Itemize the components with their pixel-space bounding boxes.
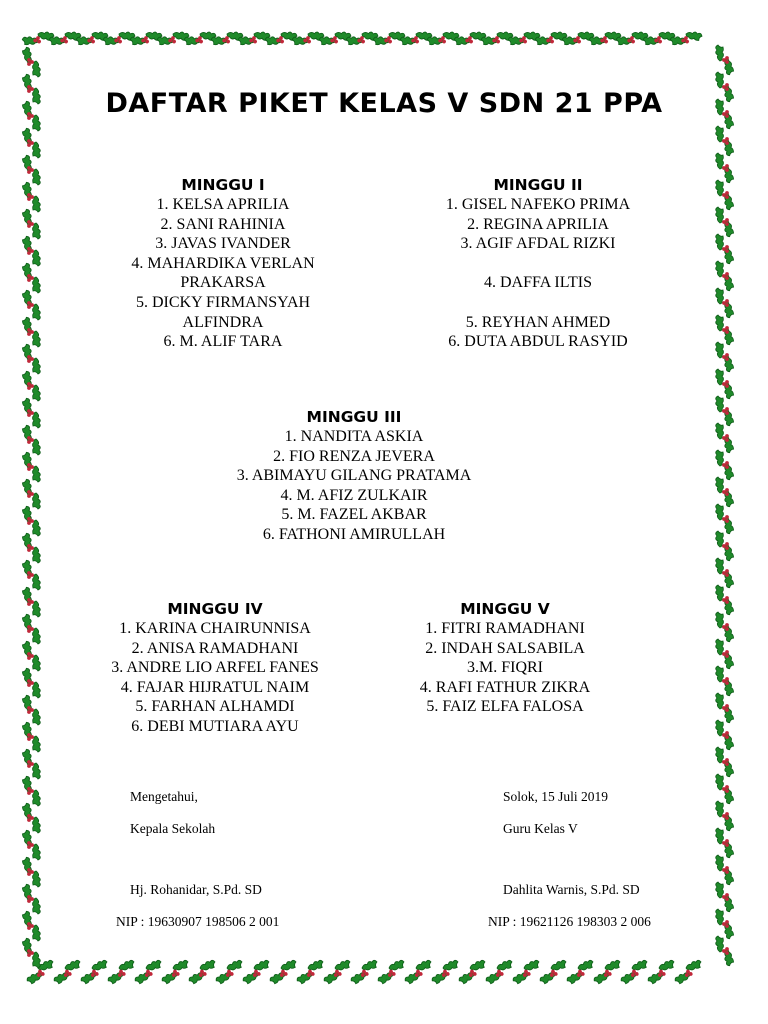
holly-sprig (21, 856, 40, 887)
signature-left-nip: NIP : 19630907 198506 2 001 (116, 914, 280, 929)
holly-sprig (77, 960, 111, 986)
holly-sprig (590, 960, 624, 986)
holly-sprig (21, 559, 40, 590)
holly-sprig (716, 369, 735, 400)
holly-sprig (347, 960, 381, 986)
holly-sprig (428, 960, 462, 986)
holly-sprig (21, 802, 40, 833)
list-item: 5. DICKY FIRMANSYAH ALFINDRA (135, 293, 311, 331)
signature-right-place-date: Solok, 15 Juli 2019 (503, 789, 609, 804)
week-1-column (98, 175, 348, 352)
holly-sprig (536, 960, 570, 986)
holly-sprig (716, 180, 735, 211)
list-item: 2. ANISA RAMADHANI (131, 639, 299, 657)
holly-sprig (716, 531, 735, 562)
holly-sprig (716, 450, 735, 481)
list-item: 2. SANI RAHINIA (160, 215, 286, 233)
list-item: 5. FARHAN ALHAMDI (135, 698, 295, 716)
signature-left-role: Kepala Sekolah (130, 821, 216, 836)
week-1-heading: MINGGU I (181, 176, 265, 194)
holly-sprig (320, 960, 354, 986)
holly-sprig (617, 960, 651, 986)
holly-sprig (716, 855, 735, 886)
holly-sprig (716, 828, 735, 859)
holly-sprig (716, 693, 735, 724)
holly-sprig (716, 153, 735, 184)
holly-sprig (668, 26, 702, 52)
holly-sprig (21, 721, 40, 752)
week-4-column (80, 599, 350, 737)
holly-sprig (21, 127, 40, 158)
list-item: 6. FATHONI AMIRULLAH (262, 525, 446, 543)
holly-sprig (716, 477, 735, 508)
page-title: DAFTAR PIKET KELAS V SDN 21 PPA (105, 88, 663, 119)
holly-sprig (509, 960, 543, 986)
week-4-heading: MINGGU IV (167, 600, 263, 618)
holly-sprig (21, 235, 40, 266)
holly-sprig (374, 960, 408, 986)
holly-sprig (716, 666, 735, 697)
holly-sprig (716, 315, 735, 346)
week-2-heading: MINGGU II (493, 176, 583, 194)
holly-sprig (716, 396, 735, 427)
holly-sprig (21, 505, 40, 536)
holly-sprig (401, 960, 435, 986)
holly-sprig (716, 261, 735, 292)
holly-sprig (716, 612, 735, 643)
signature-left-name: Hj. Rohanidar, S.Pd. SD (130, 882, 262, 897)
holly-sprig (21, 937, 40, 968)
holly-sprig (716, 207, 735, 238)
holly-sprig (131, 960, 165, 986)
list-item: 4. FAJAR HIJRATUL NAIM (120, 678, 310, 696)
holly-sprig (21, 478, 40, 509)
list-item: 4. M. AFIZ ZULKAIR (280, 486, 428, 504)
holly-sprig (21, 883, 40, 914)
holly-sprig (716, 126, 735, 157)
holly-sprig (716, 747, 735, 778)
holly-sprig (185, 960, 219, 986)
list-item: 1. FITRI RAMADHANI (425, 620, 585, 637)
holly-sprig (21, 451, 40, 482)
list-item: 1. GISEL NAFEKO PRIMA (445, 196, 631, 213)
holly-sprig (482, 960, 516, 986)
holly-sprig (158, 960, 192, 986)
holly-sprig (716, 234, 735, 265)
holly-sprig (21, 208, 40, 239)
holly-sprig (21, 424, 40, 455)
list-item: 1. KELSA APRILIA (156, 196, 290, 213)
holly-sprig (21, 316, 40, 347)
holly-sprig (671, 960, 705, 986)
list-item: 4. RAFI FATHUR ZIKRA (419, 678, 591, 696)
holly-sprig (21, 370, 40, 401)
holly-sprig (21, 586, 40, 617)
holly-sprig (716, 639, 735, 670)
holly-sprig (716, 423, 735, 454)
holly-sprig (716, 558, 735, 589)
holly-sprig (716, 882, 735, 913)
holly-sprig (21, 910, 40, 941)
holly-sprig (21, 748, 40, 779)
holly-sprig (563, 960, 597, 986)
list-item: 6. DUTA ABDUL RASYID (448, 333, 628, 351)
holly-sprig (21, 667, 40, 698)
list-item: 6. M. ALIF TARA (163, 333, 283, 351)
holly-sprig (50, 960, 84, 986)
signature-right-name: Dahlita Warnis, S.Pd. SD (503, 882, 640, 897)
signature-right-role: Guru Kelas V (503, 821, 578, 836)
list-item: 3. ABIMAYU GILANG PRATAMA (236, 467, 472, 485)
holly-sprig (212, 960, 246, 986)
list-item: 3. AGIF AFDAL RIZKI (460, 235, 616, 253)
holly-sprig (21, 343, 40, 374)
holly-sprig (644, 960, 678, 986)
week-3-heading: MINGGU III (306, 408, 402, 426)
list-item: 1. NANDITA ASKIA (284, 428, 424, 445)
holly-sprig (716, 909, 735, 940)
holly-sprig (21, 775, 40, 806)
week-5-heading: MINGGU V (460, 600, 550, 618)
holly-sprig (21, 397, 40, 428)
week-3-column (204, 407, 504, 545)
signature-right-nip: NIP : 19621126 198303 2 006 (488, 914, 651, 929)
holly-sprig (716, 720, 735, 751)
holly-sprig (455, 960, 489, 986)
holly-sprig (21, 289, 40, 320)
list-item: 3. JAVAS IVANDER (155, 235, 291, 253)
holly-sprig (21, 154, 40, 185)
holly-sprig (716, 774, 735, 805)
holly-sprig (293, 960, 327, 986)
holly-sprig (104, 960, 138, 986)
holly-sprig (716, 342, 735, 373)
list-item: 5. M. FAZEL AKBAR (281, 506, 427, 524)
holly-sprig (21, 694, 40, 725)
holly-sprig (21, 640, 40, 671)
holly-sprig (716, 504, 735, 535)
list-item: 2. FIO RENZA JEVERA (273, 447, 435, 465)
list-item: 6. DEBI MUTIARA AYU (131, 717, 299, 735)
holly-sprig (716, 801, 735, 832)
list-item: 2. INDAH SALSABILA (425, 639, 585, 657)
list-item: 1. KARINA CHAIRUNNISA (119, 620, 311, 637)
holly-sprig (21, 46, 40, 77)
list-item: 4. DAFFA ILTIS (483, 274, 593, 292)
list-item: 3.M. FIQRI (466, 659, 543, 677)
holly-sprig (21, 181, 40, 212)
holly-sprig (239, 960, 273, 986)
signature-left-acknowledged: Mengetahui, (130, 789, 198, 804)
holly-sprig (266, 960, 300, 986)
list-item: 5. FAIZ ELFA FALOSA (426, 698, 584, 716)
holly-sprig (21, 613, 40, 644)
holly-sprig (716, 288, 735, 319)
week-2-column (408, 175, 668, 352)
holly-sprig (716, 45, 735, 76)
holly-sprig (21, 829, 40, 860)
holly-sprig (716, 936, 735, 967)
list-item: 4. MAHARDIKA VERLAN PRAKARSA (131, 254, 315, 292)
week-5-column (385, 599, 625, 717)
list-item: 2. REGINA APRILIA (467, 215, 609, 233)
list-item: 5. REYHAN AHMED (465, 313, 611, 331)
holly-sprig (21, 262, 40, 293)
list-item: 3. ANDRE LIO ARFEL FANES (111, 659, 319, 677)
holly-sprig (21, 532, 40, 563)
holly-sprig (716, 585, 735, 616)
